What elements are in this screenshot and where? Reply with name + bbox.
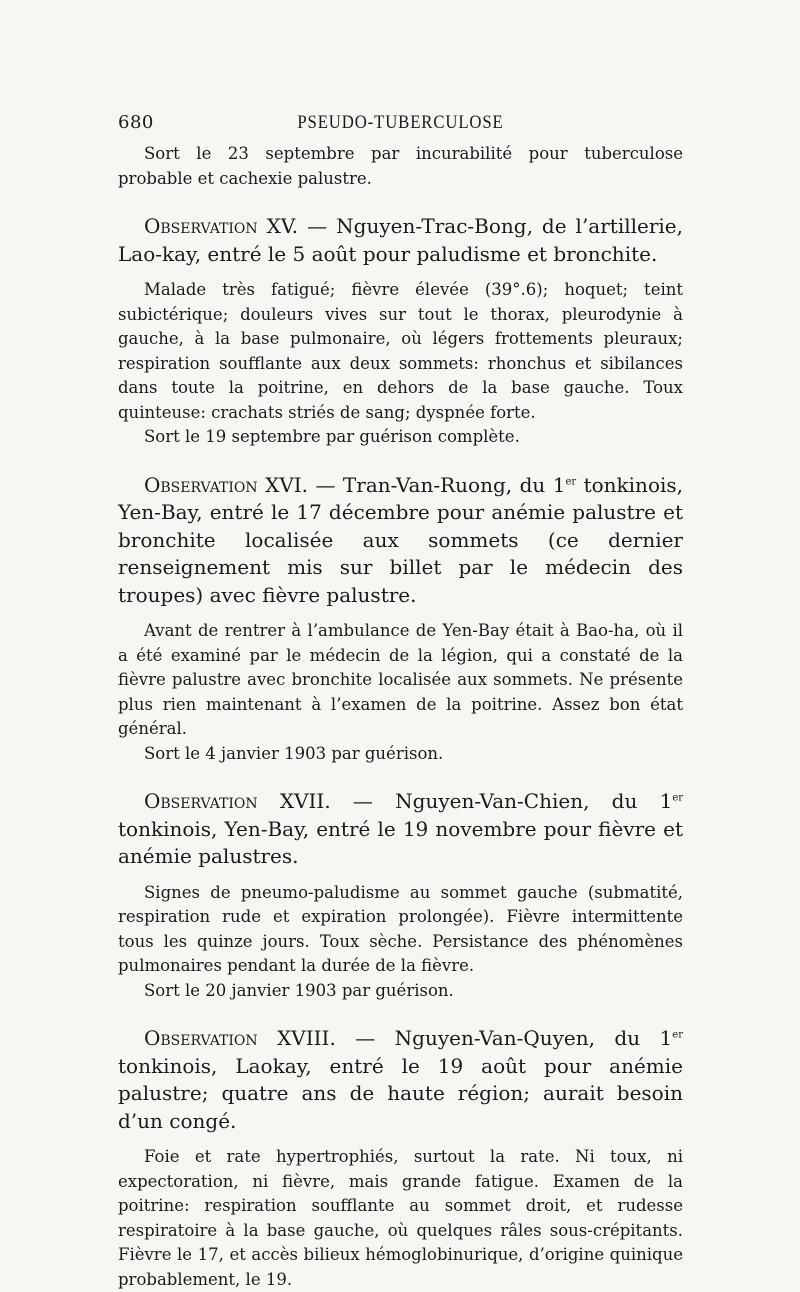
running-title: PSEUDO-TUBERCULOSE [297, 112, 504, 133]
ordinal-superscript: er [672, 1029, 683, 1041]
running-head [118, 112, 683, 142]
ordinal-superscript: er [672, 792, 684, 804]
observation-xvii [118, 788, 683, 1003]
observation-heading [118, 788, 683, 871]
observation-heading-text: tonkinois, Yen-Bay, entré le 19 novembre pour fièvre et anémie palustres. [118, 816, 683, 868]
ordinal-superscript: er [565, 475, 577, 487]
observation-heading-text: — Tran-Van-Ruong, du 1 [315, 472, 566, 497]
observation-heading [118, 1025, 683, 1135]
observation-heading-text: tonkinois, Yen-Bay, entré le 17 décembre pour anémie palustre et bronchite localisée aux sommets (ce dernier renseignement mis sur billet par le médecin des troupes) avec fièvre palustre. [118, 472, 684, 607]
observation-label: Observation XVI. [144, 472, 309, 497]
observation-heading-text: — Nguyen-Van-Chien, du 1 [352, 789, 673, 813]
observation-paragraph: Foie et rate hypertrophiés, surtout la rate. Ni toux, ni expectoration, ni fièvre, mais grande fatigue. Examen de la poitrine: respiration soufflante au sommet droit, et rudesse respiratoire à la base gauche, où quelques râles sous-crépitants. Fièvre le 17, et accès bilieux hémoglobinurique, d’origine quinique probablement, le 19. [118, 1147, 683, 1289]
observation-paragraph: Malade très fatigué; fièvre élevée (39°.6); hoquet; teint subictérique; douleurs vives sur tout le thorax, pleurodynie à gauche, à la base pulmonaire, où légers frottements pleuraux; respiration soufflante aux deux sommets: rhonchus et sibilances dans toute la poitrine, en dehors de la base gauche. Toux quinteuse: crachats striés de sang; dyspnée forte. [118, 280, 683, 422]
book-page [118, 112, 683, 1292]
observation-outcome: Sort le 4 janvier 1903 par guérison. [144, 743, 444, 763]
observation-heading [118, 213, 683, 268]
observation-heading-text: tonkinois, Laokay, entré le 19 août pour anémie palustre; quatre ans de haute région; aurait besoin d’un congé. [118, 1053, 683, 1133]
observation-heading [118, 472, 683, 610]
observation-label: Observation XVIII. [144, 1026, 336, 1050]
observation-xviii [118, 1025, 683, 1292]
observation-label: Observation XVII. [144, 789, 331, 813]
observation-outcome: Sort le 19 septembre par guérison complète. [144, 427, 520, 446]
observation-label: Observation XV. [144, 214, 299, 238]
observation-heading-text: — Nguyen-Van-Quyen, du 1 [355, 1026, 673, 1050]
continuation-paragraph: Sort le 23 septembre par incurabilité pour tuberculose probable et cachexie palustre. [118, 144, 683, 188]
observation-heading-text: — Nguyen-Trac-Bong, de l’artillerie, Lao-kay, entré le 5 août pour paludisme et bronchite. [118, 214, 683, 266]
observation-paragraph: Avant de rentrer à l’ambulance de Yen-Bay était à Bao-ha, où il a été examiné par le médecin de la légion, qui a constaté de la fièvre palustre avec bronchite localisée aux sommets. Ne présente plus rien maintenant à l’examen de la poitrine. Assez bon état général. [118, 621, 683, 738]
observation-xvi [118, 472, 683, 767]
observation-outcome: Sort le 20 janvier 1903 par guérison. [144, 980, 454, 1000]
observation-xv [118, 213, 683, 450]
observation-paragraph: Signes de pneumo-paludisme au sommet gauche (submatité, respiration rude et expiration prolongée). Fièvre intermittente tous les quinze jours. Toux sèche. Persistance des phénomènes pulmonaires pendant la durée de la fièvre. [118, 882, 683, 975]
page-number: 680 [118, 112, 154, 133]
